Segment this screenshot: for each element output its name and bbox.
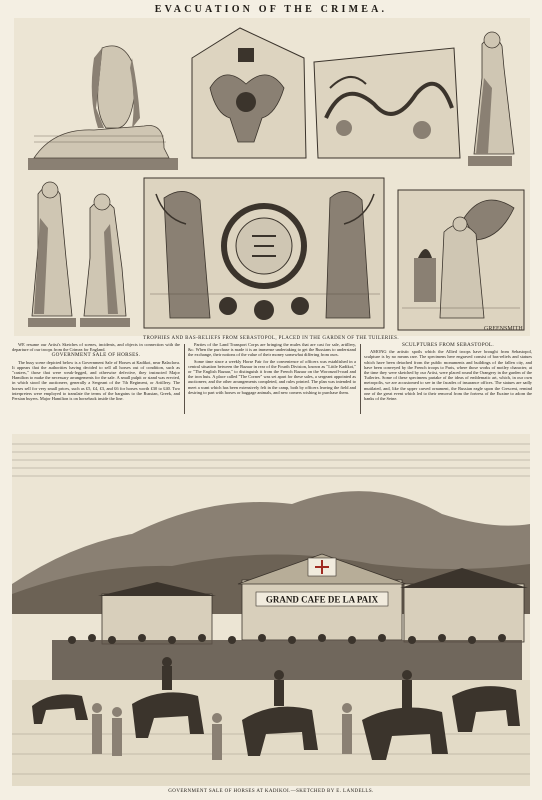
top-figure-caption: TROPHIES AND BAS-RELIEFS FROM SEBASTOPOL, PLACED IN THE GARDEN OF THE TUILERIES. [143,336,399,341]
column-divider-1 [184,344,185,414]
sculptures-engraving [14,18,530,336]
article-column-1 [12,342,180,402]
intro-paragraph: WE resume our Artist's Sketches of scenes, incidents, and objects in connection with the departure of our troops from the Crimea for England. [12,342,180,353]
col3-body: AMONG the artistic spoils which the Allied troops have brought from Sebastopol, sculpture is by no means rare. The specimens here engraved consist of bas-reliefs and statues which have been detached from the public monuments and buildings of the fallen city, and have been conveyed by the French troops to Paris, where those works of motley character, at the time they were sketched by our Artist, were placed round the Orangery in the garden of the Tuileries. Some of these specimens partake of the ideas of emblematic art, which, in our own metropolis, we are accustomed to see in the facades of insurance offices. The statues are sadly mutilated, and, like the upper carved ornament, the Russian eagle upon the Crescent, remind one of the great event which led to their removal from the fortress of the Euxine to adorn the banks of the Seine. [364,349,532,402]
heading-sculptures: SCULPTURES FROM SEBASTOPOL. [401,342,495,348]
crowd [52,634,522,680]
heading-horse-sale: GOVERNMENT SALE OF HORSES. [51,352,141,359]
article-column-2 [188,342,356,396]
col2-body-2: Some time since a weekly Horse Fair for the convenience of officers was established in a central situation between the Bazaar in rear of the Fourth Division, known as "Little Kadikoi," or "The English Bazaar," to distinguish it from the French Bazaar on the Woronzoff-road and the iron huts. A place called "The Corner" was set apart for these sales, a sergeant appointed as auctioneer, and the other arrangements completed, and rules printed. The plan was intended to meet a want which has been extensively felt in the camp, both by officers leaving the field and desiring to part with horses or baggage animals, and new comers wishing to purchase them. [188,358,356,395]
column-divider-2 [360,344,361,414]
scroll-ornament-relief [314,48,460,158]
bottom-figure-caption: GOVERNMENT SALE OF HORSES AT KADIKOI.—SKETCHED BY E. LANDELLS. [168,789,374,794]
cafe-sign: GRAND CAFE DE LA PAIX [265,594,379,605]
article-column-3 [364,342,532,402]
winged-angel-relief [398,190,524,330]
page-masthead: EVACUATION OF THE CRIMEA. [154,4,388,15]
col1-body: The busy scene depicted below is a Government Sale of Horses at Kadikoi, near Balaclava. It appears that the authorities having decided to sell all horses out of condition, such as "casters," those that were weak-legged, and otherwise defective, they instructed Major Hamilton to make the necessary arrangements for the sale. A small pulpit or stand was erected, in which stood the auctioneer, generally a Sergeant of the 7th Regiment, or Artillery. The horses sell for very small prices, such as £5, £4, £3, and £6 for horses worth £30 to £40. Two interpreters were employed to translate the terms of the bargains to the Russian, Greek, and Persian buyers. Major Hamilton is on horseback inside the line. [12,359,180,402]
col2-body-1: Parties of the Land Transport Corps are bringing the mules that are cast for sale, artillery, &c. When the purchase is made it is an immense undertaking to get the Russians to understand the exchange, their notions of the value of their money somewhat differing from ours. [188,342,356,358]
angels-wreath-relief [144,178,384,328]
horse-sale-engraving [12,434,530,786]
engraver-signature: GREENSMITH [484,326,523,332]
